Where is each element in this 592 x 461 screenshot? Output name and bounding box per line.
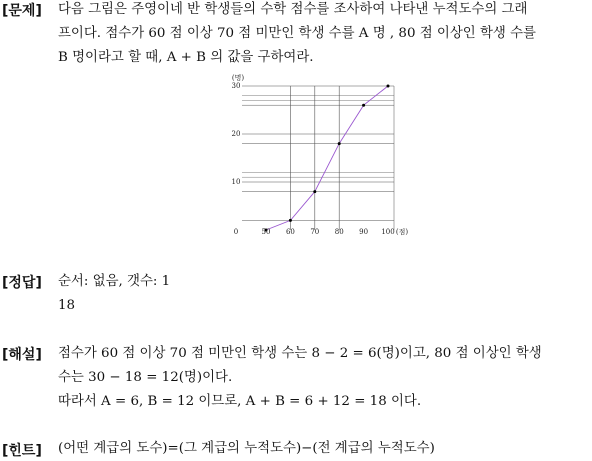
series-line (266, 86, 388, 230)
problem-tag: [문제] (2, 3, 42, 19)
data-point (387, 85, 390, 88)
cumulative-frequency-graph (226, 72, 409, 238)
x-tick-label: 60 (285, 228, 295, 236)
hint-tag: [힌트] (2, 443, 42, 459)
x-tick-label: 100 (381, 228, 395, 236)
explanation-line: 따라서 A = 6, B = 12 이므로, A + B = 6 + 12 = 18 이다. (58, 394, 422, 409)
problem-line: 다음 그림은 주영이네 반 학생들의 수학 점수를 조사하여 나타낸 누적도수의 그래 (58, 2, 528, 17)
data-point (338, 142, 341, 145)
y-tick-label: 10 (231, 178, 241, 186)
explanation-tag: [해설] (2, 347, 42, 363)
data-point (362, 104, 365, 107)
explanation-line: 수는 30 − 18 = 12(명)이다. (58, 370, 233, 385)
x-tick-label: 90 (359, 228, 369, 236)
y-tick-label: 20 (231, 130, 241, 138)
x-tick-label: 70 (310, 228, 320, 236)
x-tick-label: 80 (334, 228, 344, 236)
answer-line: 순서: 없음, 갯수: 1 (58, 274, 171, 289)
explanation-line: 점수가 60 점 이상 70 점 미만인 학생 수는 8 − 2 = 6(명)이고, 80 점 이상인 학생 (58, 346, 542, 361)
hint-text (58, 437, 588, 461)
explanation-text (58, 342, 588, 414)
x-axis-label: (점) (395, 228, 409, 236)
data-point (313, 190, 316, 193)
problem-line: 프이다. 점수가 60 점 이상 70 점 미만인 학생 수를 A 명 , 80 점 이상인 학생 수를 (58, 26, 536, 41)
data-point (289, 219, 292, 222)
answer-tag: [정답] (2, 275, 42, 291)
answer-value: 18 (58, 298, 76, 313)
problem-text (58, 0, 588, 70)
y-tick-label: 30 (231, 82, 241, 90)
hint-line: (어떤 계급의 도수)=(그 계급의 누적도수)−(전 계급의 누적도수) (58, 441, 435, 456)
y-tick-label: 0 (233, 228, 239, 236)
y-axis-label: (명) (231, 74, 245, 82)
x-tick-label: 50 (261, 228, 271, 236)
answer-text (58, 270, 588, 318)
problem-line: B 명이라고 할 때, A + B 의 값을 구하여라. (58, 50, 314, 65)
